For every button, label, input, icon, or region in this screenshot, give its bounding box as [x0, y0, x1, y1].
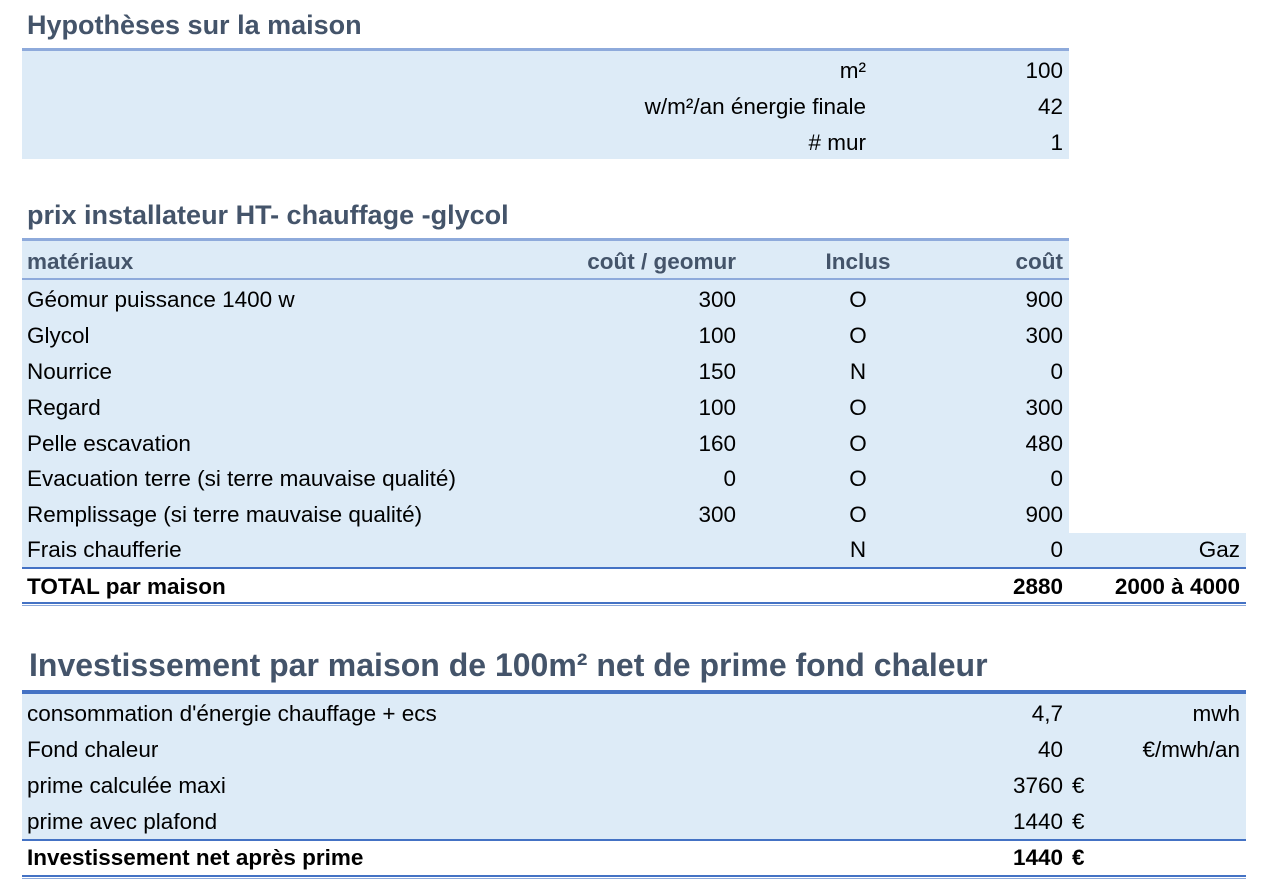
- material-included: N: [849, 359, 867, 384]
- euro-symbol: €: [1072, 845, 1085, 870]
- section3-title: Investissement par maison de 100m² net de prime fond chaleur: [29, 647, 988, 683]
- material-included: N: [849, 537, 867, 562]
- investment-unit: €/mwh/an: [1142, 737, 1240, 762]
- investment-value: 4,7: [1031, 701, 1063, 726]
- section1-label: m²: [839, 58, 866, 83]
- material-cost: 300: [1025, 395, 1063, 420]
- material-cost: 0: [1050, 537, 1063, 562]
- material-unit-cost: [500, 532, 736, 568]
- section1-value: 42: [1037, 94, 1063, 119]
- material-unit-cost: 100: [698, 395, 736, 420]
- material-cost: 480: [1025, 431, 1063, 456]
- material-cost: 0: [1050, 466, 1063, 491]
- section1-value: 1: [1050, 130, 1063, 155]
- section3-bottom-border-2: [22, 878, 1246, 879]
- investment-value: 3760: [1012, 773, 1063, 798]
- net-investment-value: 1440: [1012, 845, 1063, 870]
- investment-label: prime avec plafond: [27, 809, 218, 834]
- material-unit-cost: 300: [698, 502, 736, 527]
- material-label: Glycol: [27, 323, 90, 348]
- section2-title: prix installateur HT- chauffage -glycol: [27, 200, 509, 230]
- material-unit-cost: 100: [698, 323, 736, 348]
- material-label: Frais chaufferie: [27, 537, 182, 562]
- euro-symbol: €: [1072, 773, 1085, 798]
- section2-bottom-border-2: [22, 605, 1246, 606]
- material-included: O: [849, 466, 867, 491]
- material-label: Remplissage (si terre mauvaise qualité): [27, 502, 423, 527]
- investment-value: 1440: [1012, 809, 1063, 834]
- total-range: 2000 à 4000: [1114, 574, 1240, 599]
- material-label: Regard: [27, 395, 101, 420]
- header-cost: coût: [1015, 249, 1063, 274]
- material-included: O: [849, 287, 867, 312]
- investment-label: Fond chaleur: [27, 737, 159, 762]
- total-label: TOTAL par maison: [27, 574, 226, 599]
- material-cost: 0: [1050, 359, 1063, 384]
- investment-unit: mwh: [1192, 701, 1240, 726]
- material-unit-cost: 150: [698, 359, 736, 384]
- material-cost: 900: [1025, 287, 1063, 312]
- material-included: O: [849, 395, 867, 420]
- header-unit-cost: coût / geomur: [587, 249, 736, 274]
- investment-label: consommation d'énergie chauffage + ecs: [27, 701, 437, 726]
- material-unit-cost: 300: [698, 287, 736, 312]
- material-included: O: [849, 502, 867, 527]
- material-included: O: [849, 431, 867, 456]
- header-materials: matériaux: [27, 249, 134, 274]
- section1-label: # mur: [808, 130, 866, 155]
- total-cost: 2880: [1012, 574, 1063, 599]
- net-investment-label: Investissement net après prime: [27, 845, 364, 870]
- section3-bottom-border: [22, 875, 1246, 877]
- material-included: O: [849, 323, 867, 348]
- material-label: Pelle escavation: [27, 431, 191, 456]
- header-included: Inclus: [825, 249, 891, 274]
- investment-label: prime calculée maxi: [27, 773, 226, 798]
- material-cost: 300: [1025, 323, 1063, 348]
- heating-type: Gaz: [1198, 537, 1240, 562]
- material-unit-cost: 160: [698, 431, 736, 456]
- material-cost: 900: [1025, 502, 1063, 527]
- section1-title: Hypothèses sur la maison: [27, 10, 362, 40]
- section1-label: w/m²/an énergie finale: [644, 94, 866, 119]
- material-label: Evacuation terre (si terre mauvaise qualité): [27, 466, 456, 491]
- material-unit-cost: 0: [723, 466, 736, 491]
- investment-value: 40: [1037, 737, 1063, 762]
- section1-value: 100: [1025, 58, 1063, 83]
- section2-bottom-border: [22, 602, 1246, 604]
- material-label: Nourrice: [27, 359, 113, 384]
- material-label: Géomur puissance 1400 w: [27, 287, 295, 312]
- euro-symbol: €: [1072, 809, 1085, 834]
